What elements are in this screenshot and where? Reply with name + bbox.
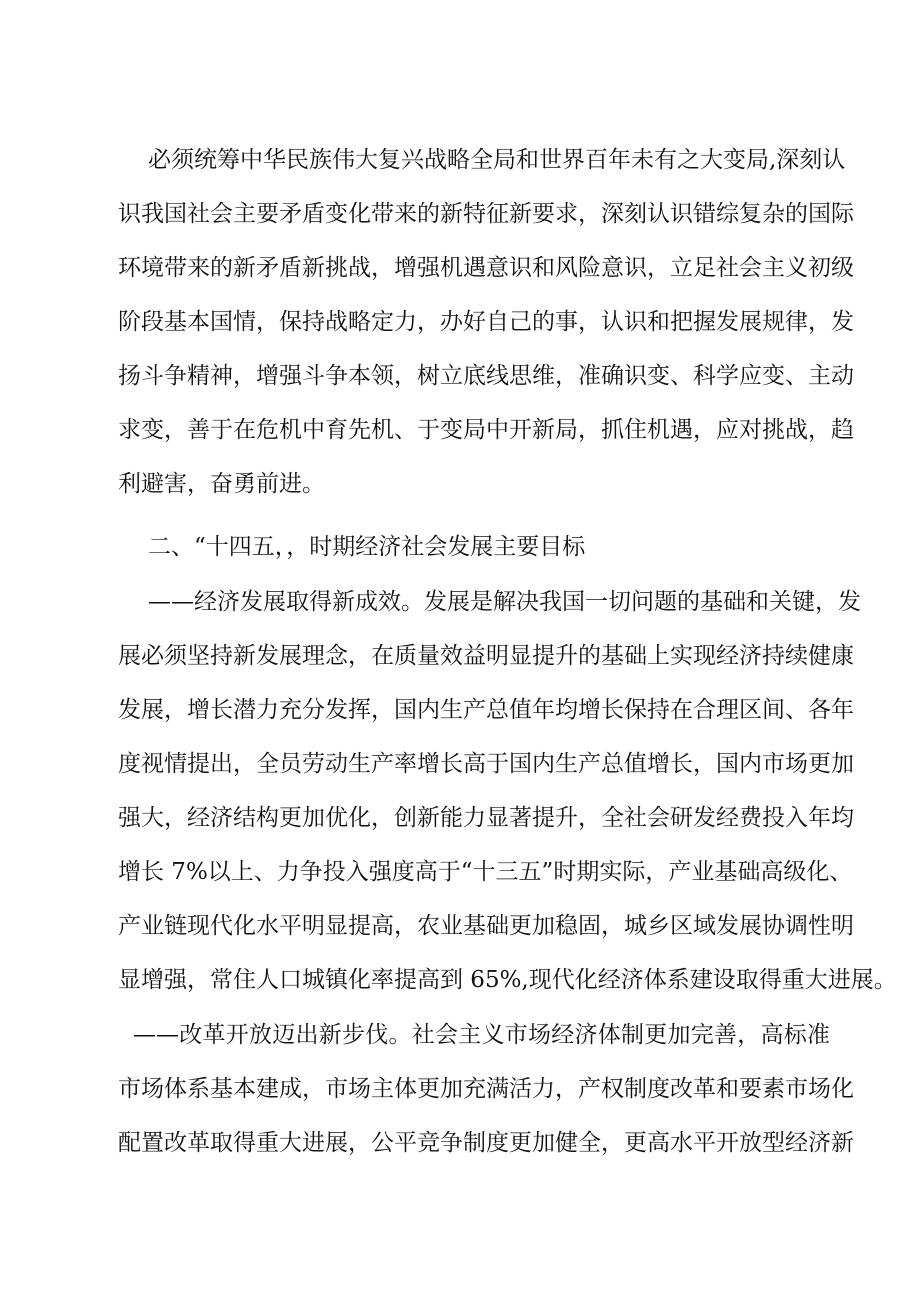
text-line: 增长 7%以上、力争投入强度高于“十三五”时期实际，产业基础高级化、 — [118, 859, 853, 885]
text-line: 发展，增长潜力充分发挥，国内生产总值年均增长保持在合理区间、各年 — [118, 697, 854, 723]
text-line: 识我国社会主要矛盾变化带来的新特征新要求，深刻认识错综复杂的国际 — [118, 201, 854, 227]
text-line: 环境带来的新矛盾新挑战，增强机遇意识和风险意识，立足社会主义初级 — [118, 255, 854, 281]
text-line: 配置改革取得重大进展，公平竞争制度更加健全，更高水平开放型经济新 — [118, 1130, 854, 1156]
text-line: 求变，善于在危机中育先机、于变局中开新局，抓住机遇，应对挑战，趋 — [118, 417, 854, 443]
text-line: 必须统筹中华民族伟大复兴战略全局和世界百年未有之大变局,深刻认 — [148, 147, 846, 173]
text-line: 阶段基本国情，保持战略定力，办好自己的事，认识和把握发展规律，发 — [118, 309, 854, 335]
text-line: 展必须坚持新发展理念，在质量效益明显提升的基础上实现经济持续健康 — [118, 643, 854, 669]
text-line: 显增强，常住人口城镇化率提高到 65%,现代化经济体系建设取得重大进展。 — [118, 967, 897, 993]
text-line: ——改革开放迈出新步伐。社会主义市场经济体制更加完善，高标准 — [133, 1022, 830, 1048]
text-line: 产业链现代化水平明显提高，农业基础更加稳固，城乡区域发展协调性明 — [118, 913, 854, 939]
text-line: 扬斗争精神，增强斗争本领，树立底线思维，准确识变、科学应变、主动 — [118, 363, 854, 389]
text-line: 市场体系基本建成，市场主体更加充满活力，产权制度改革和要素市场化 — [118, 1076, 854, 1102]
text-line: ——经济发展取得新成效。发展是解决我国一切问题的基础和关键，发 — [148, 589, 861, 615]
section-heading: 二、“十四五，，时期经济社会发展主要目标 — [148, 534, 586, 560]
text-line: 强大，经济结构更加优化，创新能力显著提升，全社会研发经费投入年均 — [118, 805, 854, 831]
text-line: 利避害，奋勇前进。 — [118, 471, 325, 497]
text-line: 度视情提出，全员劳动生产率增长高于国内生产总值增长，国内市场更加 — [118, 751, 854, 777]
